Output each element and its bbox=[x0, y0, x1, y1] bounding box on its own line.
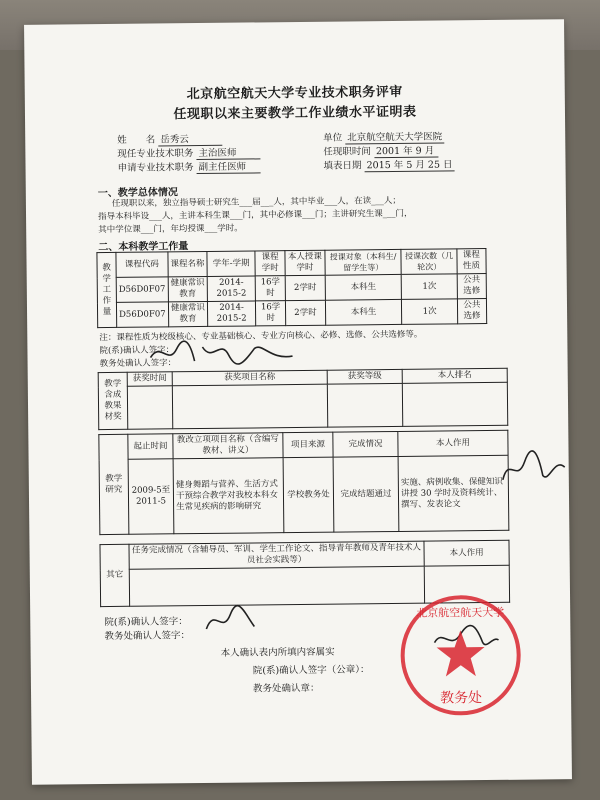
cell-times: 1次 bbox=[402, 299, 458, 325]
workload-table bbox=[96, 248, 487, 328]
time-label: 任现职时间 bbox=[323, 146, 371, 158]
col-my-hours: 本人授课学时 bbox=[285, 250, 325, 275]
other-side-label: 其它 bbox=[100, 544, 130, 606]
doc-title-line2: 任现职以来主要教学工作业绩水平证明表 bbox=[173, 104, 417, 123]
document-page bbox=[24, 19, 572, 785]
unit-label: 单位 bbox=[323, 132, 343, 144]
section1-line1: 任现职以来，独立指导硕士研究生___届___人，其中毕业___人，在读___人； bbox=[111, 195, 401, 209]
table-row bbox=[99, 455, 509, 534]
col-other-role: 本人作用 bbox=[424, 540, 509, 566]
col-times: 授课次数（几轮次） bbox=[401, 249, 457, 275]
unit-value: 北京航空航天大学医院 bbox=[345, 128, 444, 144]
col-award-level: 获奖等级 bbox=[327, 369, 402, 384]
col-course-code: 课程代码 bbox=[116, 252, 168, 278]
cell-period: 2009-5至2011-5 bbox=[128, 459, 174, 534]
handwritten-signature bbox=[142, 334, 302, 372]
name-label: 姓 名 bbox=[117, 134, 156, 146]
section2-title: 二、本科教学工作量 bbox=[98, 241, 189, 254]
cell-name: 健康常识教育 bbox=[168, 301, 208, 326]
cell-nature: 公共选修 bbox=[457, 299, 486, 324]
official-stamp bbox=[395, 590, 526, 721]
col-award-rank: 本人排名 bbox=[402, 368, 507, 383]
cell-code: D56D0F07 bbox=[116, 302, 168, 328]
cell-project: 健身舞蹈与营养、生活方式干预综合教学对我校本科女生常见疾病的影响研究 bbox=[173, 458, 284, 534]
cell-name: 健康常识教育 bbox=[168, 276, 208, 301]
col-status: 完成情况 bbox=[333, 431, 398, 457]
confirm-dept-1: 院(系)确认人签字： bbox=[99, 345, 175, 357]
empty-cell bbox=[327, 383, 402, 427]
empty-cell bbox=[127, 386, 172, 429]
date-row bbox=[323, 156, 454, 172]
date-value: 2015 年 5 月 25 日 bbox=[364, 156, 454, 172]
awards-empty-row bbox=[98, 382, 507, 429]
cell-nature: 公共选修 bbox=[457, 274, 486, 299]
footer-confirm-dept: 院(系)确认人签字： bbox=[104, 616, 188, 629]
cell-times: 1次 bbox=[402, 274, 458, 300]
dept-seal-confirm: 院(系)确认人签字（公章）： bbox=[252, 664, 370, 677]
cell-code: D56D0F07 bbox=[116, 277, 168, 303]
date-label: 填表日期 bbox=[323, 160, 362, 172]
workload-note: 注：课程性质为校级核心、专业基础核心、专业方向核心、必修、选修、公共选修等。 bbox=[99, 329, 423, 344]
apply-title-value: 副主任医师 bbox=[196, 158, 260, 174]
self-confirm: 本人确认表内所填内容属实 bbox=[220, 646, 335, 659]
achievement-table bbox=[98, 368, 509, 430]
cell-audience: 本科生 bbox=[325, 299, 402, 325]
col-audience: 授课对象（本科生/留学生等） bbox=[325, 249, 402, 275]
col-nature: 课程性质 bbox=[457, 249, 486, 274]
stamp-center-text: 教务处 bbox=[440, 690, 483, 707]
handwritten-signature bbox=[499, 449, 569, 490]
awards-side-label: 教学含成教果材奖 bbox=[98, 372, 128, 429]
empty-cell bbox=[402, 382, 507, 426]
empty-cell bbox=[129, 566, 424, 606]
col-other-desc: 任务完成情况（含辅导员、军训、学生工作论文、指导青年教师及青年技术人员社会实践等） bbox=[129, 541, 424, 569]
cell-hours: 16学时 bbox=[256, 301, 286, 326]
col-award-time: 获奖时间 bbox=[127, 372, 172, 386]
cur-title-label: 现任专业技术职务 bbox=[117, 148, 194, 160]
cell-term: 2014-2015-2 bbox=[207, 276, 255, 301]
confirm-office-1: 教务处确认人签字： bbox=[99, 358, 177, 370]
table-row bbox=[97, 299, 486, 328]
cell-term: 2014-2015-2 bbox=[208, 301, 256, 326]
name-value: 岳秀云 bbox=[158, 131, 222, 147]
stamp-ring-text: 北京航空航天大学 bbox=[416, 605, 505, 620]
cell-status: 完成结题通过 bbox=[333, 456, 399, 532]
col-course-hours: 课程学时 bbox=[255, 251, 285, 276]
section1-line2: 指导本科毕设___人，主讲本科生课___门，其中必修课___门；主讲研究生课___门， bbox=[98, 208, 413, 223]
cur-title-value: 主治医师 bbox=[196, 144, 260, 160]
research-table bbox=[98, 430, 509, 535]
workload-side-label: 教学工作量 bbox=[97, 252, 117, 327]
col-period: 起止时间 bbox=[128, 434, 173, 459]
footer-confirm-office: 教务处确认人签字： bbox=[104, 630, 191, 643]
cell-role: 实施、病例收集、保健知识讲授 30 学时及资料统计、撰写、发表论文 bbox=[398, 455, 509, 531]
handwritten-signature bbox=[200, 602, 260, 639]
cell-source: 学校教务处 bbox=[283, 457, 334, 533]
cell-my-hours: 2学时 bbox=[286, 300, 326, 325]
office-seal-confirm: 教务处确认章： bbox=[252, 682, 320, 695]
col-award-name: 获奖项目名称 bbox=[172, 370, 327, 386]
col-course-name: 课程名称 bbox=[167, 251, 207, 276]
empty-cell bbox=[172, 384, 327, 429]
cell-audience: 本科生 bbox=[325, 274, 402, 300]
time-value: 2001 年 9 月 bbox=[374, 143, 438, 159]
apply-title-row bbox=[117, 158, 260, 174]
apply-title-label: 申请专业技术职务 bbox=[117, 162, 194, 174]
cell-hours: 16学时 bbox=[255, 276, 285, 301]
section1-title: 一、教学总体情况 bbox=[97, 187, 178, 200]
col-term: 学年-学期 bbox=[207, 251, 255, 276]
research-side-label: 教学研究 bbox=[99, 434, 129, 534]
doc-title-line1: 北京航空航天大学专业技术职务评审 bbox=[186, 84, 403, 103]
section1-line3: 其中学位课___门，年均授课___学时。 bbox=[98, 223, 243, 236]
col-source: 项目来源 bbox=[283, 432, 333, 458]
col-role: 本人作用 bbox=[398, 430, 508, 456]
cell-my-hours: 2学时 bbox=[285, 275, 325, 300]
col-project-name: 教改立项项目名称（含编写教材、讲义） bbox=[173, 433, 283, 459]
